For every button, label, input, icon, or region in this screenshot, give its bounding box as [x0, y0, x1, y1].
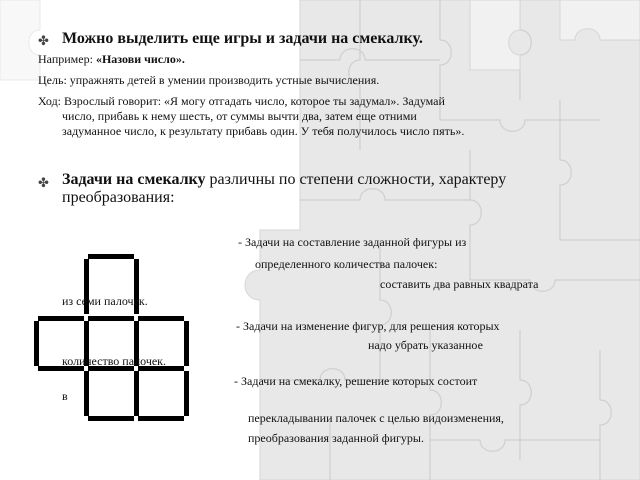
matchstick — [38, 316, 84, 321]
tasks-rest: различны по степени сложности, характеру — [205, 171, 507, 188]
example-line — [38, 51, 185, 67]
matchstick — [34, 321, 39, 366]
matchstick — [138, 416, 184, 421]
matchstick — [138, 316, 184, 321]
tasks-bold: Задачи на смекалку — [62, 171, 206, 188]
example-title: «Назови число». — [95, 52, 185, 66]
puzzle-bullet-icon: ✤ — [38, 175, 49, 190]
matchstick — [88, 316, 134, 321]
course-line-2: число, прибавь к нему шесть, от суммы вычти два, затем еще отними — [62, 109, 417, 123]
matchstick — [184, 371, 189, 416]
item2-line-2: надо убрать указанное — [368, 338, 483, 352]
matchstick — [88, 254, 134, 259]
left-fragment-2: количество палочек. — [62, 354, 167, 368]
item1-line-3: составить два равных квадрата — [380, 277, 539, 291]
matchstick — [184, 321, 189, 366]
goal-line: Цель: упражнять детей в умении производить устные вычисления. — [38, 73, 380, 87]
matchstick — [134, 371, 139, 416]
item1-line-2: определенного количества палочек: — [255, 257, 438, 271]
slide-heading: Можно выделить еще игры и задачи на смекалку. — [62, 30, 423, 47]
tasks-intro-line-1 — [62, 170, 506, 190]
tasks-intro-line-2: преобразования: — [62, 189, 175, 206]
left-fragment-3: в — [62, 389, 68, 403]
matchstick — [84, 371, 89, 416]
left-fragment-1: из семи палочек. — [62, 294, 148, 308]
item2-line-1: - Задачи на изменение фигур, для решения которых — [236, 319, 500, 333]
course-line-1: Ход: Взрослый говорит: «Я могу отгадать число, которое ты задумал». Задумай — [38, 94, 445, 108]
item3-line-2: перекладывании палочек с целью видоизменения, — [248, 411, 504, 425]
item3-line-1: - Задачи на смекалку, решение которых состоит — [234, 374, 478, 388]
course-line-3: задуманное число, к результату прибавь один. У тебя получилось число пять». — [62, 124, 465, 138]
matchstick — [88, 416, 134, 421]
example-label: Например: — [38, 52, 96, 66]
puzzle-bullet-icon: ✤ — [38, 33, 49, 48]
item1-line-1: - Задачи на составление заданной фигуры из — [238, 235, 467, 249]
item3-line-3: преобразования заданной фигуры. — [248, 431, 424, 445]
